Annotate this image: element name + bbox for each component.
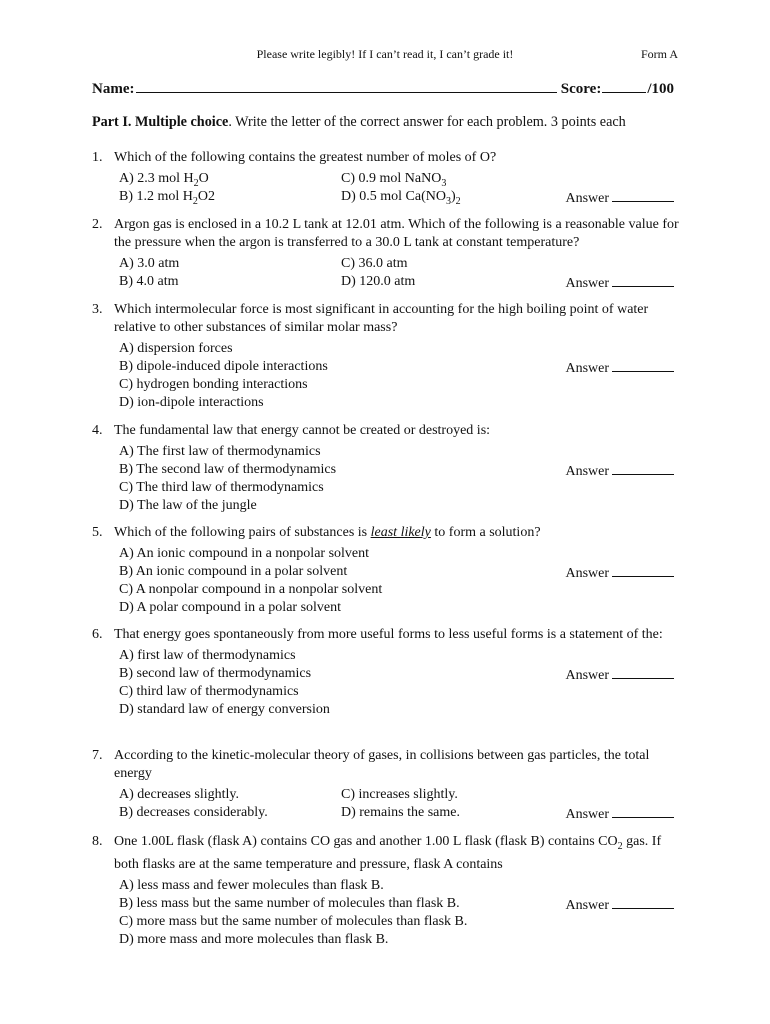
answer-blank[interactable]: Answer: [565, 895, 674, 915]
question-number: 3.: [92, 302, 103, 317]
question-number: 1.: [92, 150, 103, 165]
question-number: 7.: [92, 748, 103, 763]
question-text: Argon gas is enclosed in a 10.2 L tank at 12.01 atm. Which of the following is a reasonable value for the pressure when the argon is transferred to a 30.0 L tank at constant temperature?: [114, 217, 679, 250]
option-b: B) 1.2 mol $H_2O2$: [119, 189, 216, 207]
option-d: D) 0.5 mol $Ca(NO_3)_2$: [341, 189, 461, 207]
option-a: A) 3.0 atm: [119, 256, 180, 271]
option-a: A) decreases slightly.: [119, 787, 239, 802]
option-c: C) hydrogen bonding interactions: [119, 377, 308, 392]
option-b: B) less mass but the same number of molecules than flask B.: [119, 895, 460, 911]
question-5: [92, 524, 682, 617]
answer-blank[interactable]: Answer: [565, 358, 674, 378]
name-label: Name:: [92, 81, 135, 97]
question-text: One 1.00L flask (flask A) contains CO gas and another 1.00 L flask (flask B) contains $CO_2$ gas. If both flasks are at the same temperature and pressure, flask A contains: [114, 834, 662, 872]
question-1: [92, 149, 682, 206]
option-c: C) more mass but the same number of molecules than flask B.: [119, 913, 468, 929]
option-c: C) increases slightly.: [341, 787, 458, 802]
question-text: According to the kinetic-molecular theory of gases, in collisions between gas particles, the total energy: [114, 748, 650, 781]
answer-blank[interactable]: Answer: [565, 461, 674, 481]
answer-blank[interactable]: Answer: [565, 804, 674, 824]
question-4: [92, 422, 682, 515]
question-text: That energy goes spontaneously from more useful forms to less useful forms is a statement of the:: [114, 627, 663, 642]
option-a: A) less mass and fewer molecules than flask B.: [119, 877, 384, 893]
option-b: B) The second law of thermodynamics: [119, 462, 337, 477]
form-label: Form A: [640, 47, 678, 61]
name-field[interactable]: [136, 78, 556, 93]
option-c: C) third law of thermodynamics: [119, 684, 299, 699]
option-a: A) 2.3 mol $H_2O$: [119, 171, 209, 189]
option-d: D) more mass and more molecules than flask B.: [119, 931, 389, 947]
option-d: D) remains the same.: [341, 805, 460, 820]
part-instructions: . Write the letter of the correct answer for each problem. 3 points each: [228, 114, 626, 130]
option-d: D) A polar compound in a polar solvent: [119, 600, 342, 615]
question-text: Which intermolecular force is most significant in accounting for the high boiling point of water relative to other substances of similar molar mass?: [114, 302, 649, 335]
option-c: C) 0.9 mol NaNO$_3$: [341, 171, 447, 189]
option-a: A) The first law of thermodynamics: [119, 444, 321, 459]
option-b: B) second law of thermodynamics: [119, 666, 312, 681]
option-d: D) The law of the jungle: [119, 498, 257, 513]
option-a: A) An ionic compound in a nonpolar solvent: [119, 546, 370, 561]
option-b: B) decreases considerably.: [119, 805, 268, 820]
name-score-row: [92, 78, 674, 98]
score-field[interactable]: [602, 78, 646, 93]
question-number: 5.: [92, 525, 103, 540]
part-heading: [92, 114, 626, 131]
question-text: The fundamental law that energy cannot be created or destroyed is:: [114, 423, 491, 438]
question-number: 2.: [92, 217, 103, 232]
option-c: C) The third law of thermodynamics: [119, 480, 324, 495]
score-label: Score:: [560, 81, 602, 97]
question-number: 4.: [92, 423, 103, 438]
part-title: Part I. Multiple choice: [92, 114, 229, 130]
option-b: B) 4.0 atm: [119, 274, 179, 289]
answer-blank[interactable]: Answer: [565, 188, 674, 208]
option-b: B) dipole-induced dipole interactions: [119, 359, 328, 374]
option-c: C) A nonpolar compound in a nonpolar solvent: [119, 582, 383, 597]
option-a: A) first law of thermodynamics: [119, 648, 296, 663]
question-8: [92, 833, 682, 949]
question-6: [92, 626, 682, 719]
question-number: 8.: [92, 834, 103, 849]
question-text: Which of the following pairs of substances is least likely to form a solution?: [114, 525, 541, 540]
option-a: A) dispersion forces: [119, 341, 233, 356]
question-text: Which of the following contains the greatest number of moles of O?: [114, 150, 497, 165]
option-d: D) ion-dipole interactions: [119, 395, 264, 410]
option-d: D) 120.0 atm: [341, 274, 416, 289]
emphasis-least-likely: least likely: [370, 525, 431, 540]
answer-blank[interactable]: Answer: [565, 665, 674, 685]
question-3: [92, 301, 682, 412]
legibility-note: Please write legibly! If I can’t read it, I can’t grade it!: [256, 47, 514, 61]
answer-blank[interactable]: Answer: [565, 273, 674, 293]
question-7: [92, 747, 682, 822]
answer-blank[interactable]: Answer: [565, 563, 674, 583]
option-b: B) An ionic compound in a polar solvent: [119, 564, 348, 579]
option-c: C) 36.0 atm: [341, 256, 408, 271]
option-d: D) standard law of energy conversion: [119, 702, 330, 717]
question-number: 6.: [92, 627, 103, 642]
question-2: [92, 216, 682, 291]
score-total: /100: [647, 81, 674, 97]
